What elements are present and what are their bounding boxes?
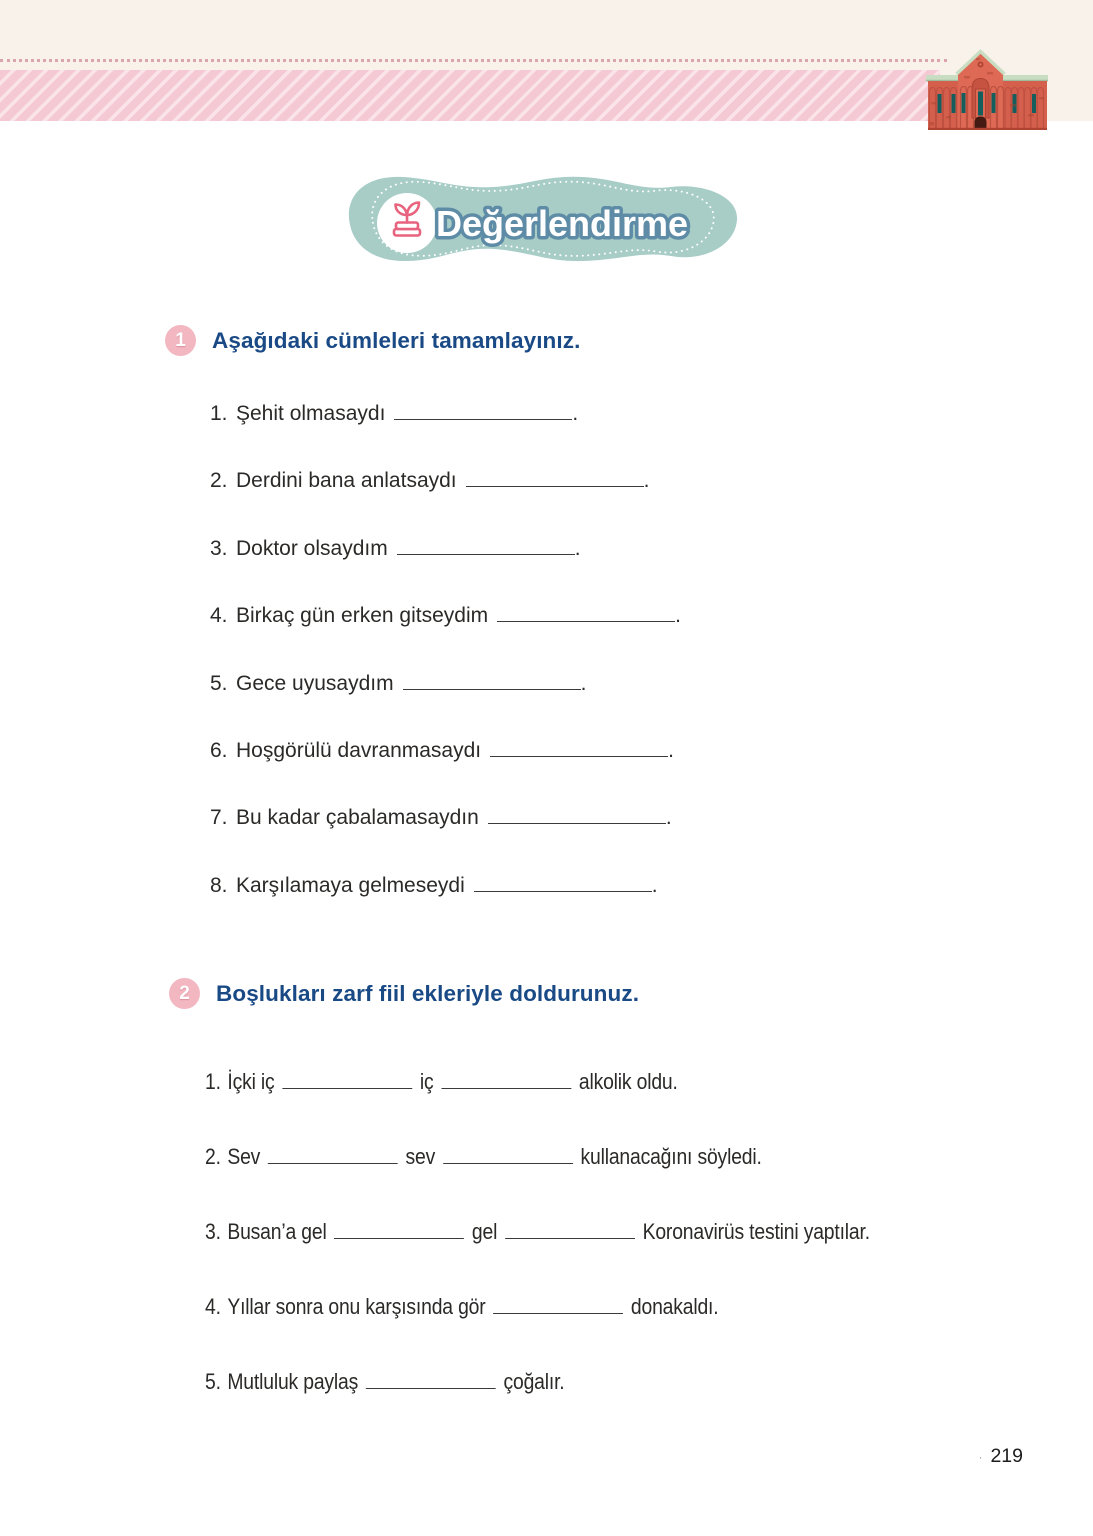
item-number: 5.: [205, 1369, 221, 1394]
red-cathedral-building-icon: [920, 42, 1070, 137]
section-2-heading: Boşlukları zarf fiil ekleriyle doldurunuz.: [216, 980, 640, 1006]
item-text: Birkaç gün erken gitseydim: [236, 604, 489, 628]
section-2-header: [169, 978, 639, 1009]
exercise-item: [210, 380, 681, 447]
answer-blank: [505, 1238, 635, 1239]
exercise-item: [210, 852, 681, 919]
section-2-number-badge: 2: [169, 978, 200, 1009]
item-text: Doktor olsaydım: [236, 536, 388, 560]
item-text: alkolik oldu.: [578, 1069, 678, 1094]
item-text: sev: [405, 1144, 436, 1169]
section-1-item-list: [210, 380, 681, 919]
answer-blank: [466, 486, 644, 487]
badge-title: Değerlendirme: [435, 203, 689, 244]
exercise-item: [205, 1044, 978, 1119]
section-1-number-badge: 1: [165, 325, 196, 356]
item-text: çoğalır.: [503, 1369, 565, 1394]
exercise-item: [210, 447, 681, 514]
answer-blank: [488, 823, 666, 824]
answer-blank: [403, 689, 581, 690]
item-period: .: [574, 536, 581, 560]
item-text: Şehit olmasaydı: [236, 402, 386, 425]
answer-blank: [493, 1313, 623, 1314]
item-text: Sev: [227, 1144, 261, 1169]
footer-dot: ·: [978, 1449, 983, 1464]
answer-blank: [497, 621, 675, 622]
answer-blank: [490, 756, 668, 757]
stripe-decoration: [0, 70, 940, 121]
item-text: Hoşgörülü davranmasaydı: [236, 738, 482, 762]
item-text: Karşılamaya gelmeseydi: [236, 873, 465, 897]
answer-blank: [282, 1088, 412, 1089]
answer-blank: [441, 1088, 571, 1089]
item-number: 1.: [210, 402, 228, 425]
exercise-item: [210, 582, 681, 649]
item-period: .: [675, 604, 681, 628]
exercise-item: [205, 1194, 978, 1269]
item-period: .: [580, 671, 587, 695]
exercise-item: [205, 1119, 978, 1194]
section-2-item-list: [205, 1044, 978, 1419]
item-number: 2.: [205, 1144, 221, 1169]
item-text: Koronavirüs testini yaptılar.: [642, 1219, 870, 1244]
item-number: 3.: [205, 1219, 221, 1244]
item-text: Mutluluk paylaş: [227, 1369, 359, 1394]
item-number: 6.: [210, 738, 228, 762]
exercise-item: [210, 650, 681, 717]
page-footer: [978, 1445, 1023, 1468]
item-number: 4.: [210, 604, 228, 628]
item-number: 1.: [205, 1069, 221, 1094]
item-text: İçki iç: [227, 1069, 275, 1094]
item-text: donakaldı.: [630, 1294, 719, 1319]
section-1-header: [165, 325, 580, 356]
exercise-item: [210, 784, 681, 851]
item-text: Yıllar sonra onu karşısında gör: [227, 1294, 486, 1319]
exercise-item: [210, 515, 681, 582]
answer-blank: [334, 1238, 464, 1239]
item-number: 3.: [210, 536, 228, 560]
item-text: kullanacağını söyledi.: [580, 1144, 762, 1169]
item-period: .: [665, 806, 672, 830]
section-1-heading: Aşağıdaki cümleleri tamamlayınız.: [212, 327, 581, 353]
item-text: Busan’a gel: [227, 1219, 327, 1244]
item-number: 4.: [205, 1294, 221, 1319]
answer-blank: [394, 419, 572, 420]
item-number: 8.: [210, 873, 228, 897]
section-title-badge: [343, 168, 743, 268]
item-text: Gece uyusaydım: [236, 671, 394, 695]
item-number: 7.: [210, 806, 228, 830]
item-text: gel: [471, 1219, 498, 1244]
answer-blank: [268, 1163, 398, 1164]
item-period: .: [643, 469, 650, 493]
answer-blank: [366, 1388, 496, 1389]
exercise-item: [210, 717, 681, 784]
dotted-divider: [0, 59, 947, 62]
item-text: iç: [419, 1069, 434, 1094]
answer-blank: [397, 554, 575, 555]
item-number: 2.: [210, 469, 228, 493]
item-text: Bu kadar çabalamasaydın: [236, 806, 479, 830]
page-number: 219: [990, 1445, 1023, 1467]
item-text: Derdini bana anlatsaydı: [236, 469, 457, 493]
item-period: .: [668, 738, 674, 762]
item-period: .: [572, 402, 579, 425]
item-period: .: [651, 873, 658, 897]
exercise-item: [205, 1344, 978, 1419]
exercise-item: [205, 1269, 978, 1344]
answer-blank: [474, 891, 652, 892]
answer-blank: [443, 1163, 573, 1164]
item-number: 5.: [210, 671, 228, 695]
